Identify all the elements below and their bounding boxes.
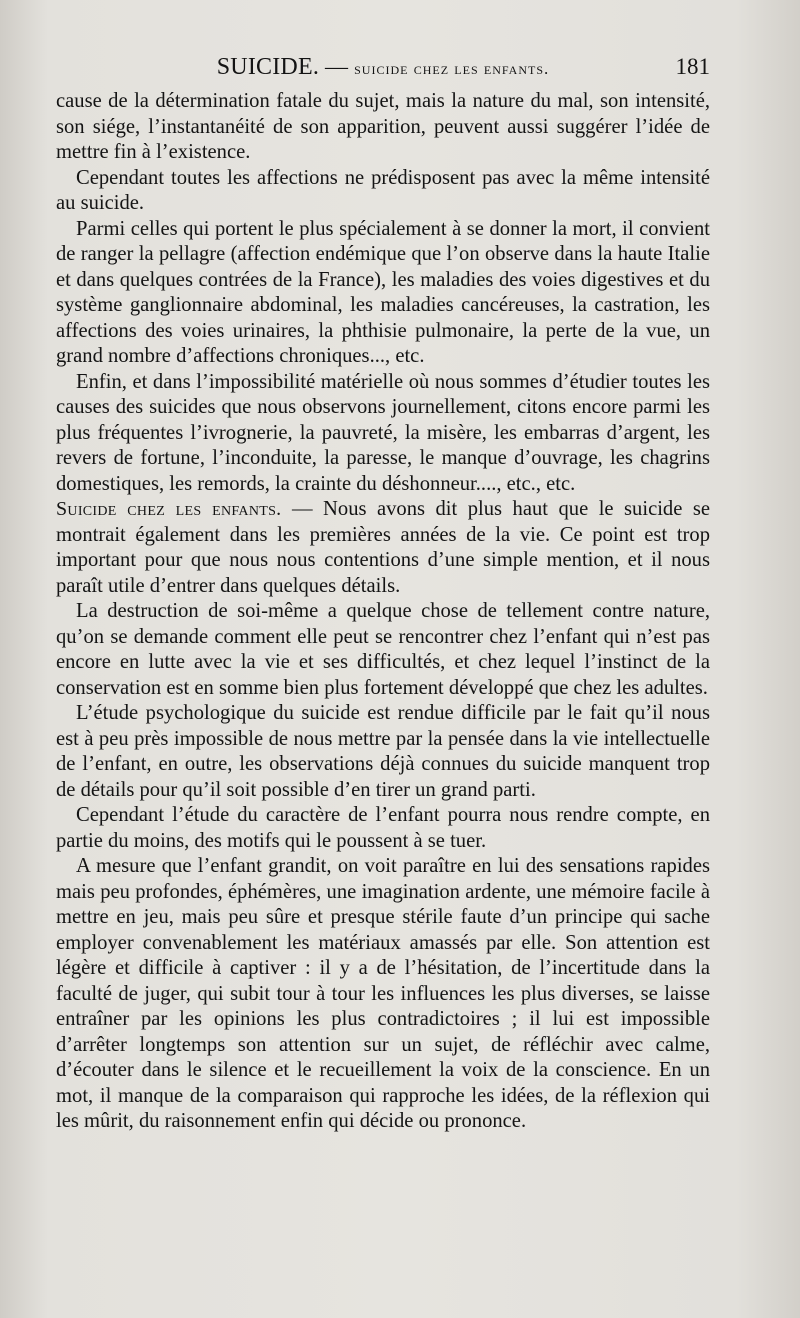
paragraph-text: — Nous avons dit plus haut que le suicide se montrait également dans les premières années de la vie. Ce point est trop important pour que nous nous contentions d’une simple mention, et il nous paraît utile d’entrer dans quelques détails. (56, 498, 710, 597)
page-number: 181 (675, 54, 710, 79)
running-title-main: SUICIDE. (216, 54, 320, 80)
body-text (56, 89, 710, 1135)
paragraph (56, 370, 710, 498)
running-title-dash: — (319, 54, 355, 79)
section-paragraph (56, 497, 710, 599)
running-title-subtitle: suicide chez les enfants. (354, 59, 550, 78)
paragraph-text: Cependant l’étude du caractère de l’enfant pourra nous rendre compte, en partie du moins, des motifs qui le poussent à se tuer. (56, 804, 710, 852)
paragraph (56, 803, 710, 854)
paragraph-text: Cependant toutes les affections ne prédisposent pas avec la même intensité au suicide. (56, 166, 710, 214)
running-header (56, 54, 710, 84)
paragraph (56, 166, 710, 217)
paragraph-text: Enfin, et dans l’impossibilité matérielle où nous sommes d’étudier toutes les causes des suicides que nous observons journellement, citons encore parmi les plus fréquentes l’ivrognerie, la pauvreté, la misère, les embarras d’argent, les revers de fortune, l’inconduite, la paresse, le manque d’ouvrage, les chagrins domestiques, les remords, la crainte du déshonneur...., etc., etc. (56, 370, 710, 495)
paragraph-text: A mesure que l’enfant grandit, on voit paraître en lui des sensations rapides mais peu profondes, éphémères, une imagination ardente, une mémoire facile à mettre en jeu, mais peu sûre et presque stérile faute d’un principe qui sache employer convenablement les matériaux amassés par elle. Son attention est légère et difficile à captiver : il y a de l’hésitation, de l’incertitude dans la faculté de juger, qui subit tour à tour les influences les plus diverses, se laisse entraîner par les opinions les plus contradictoires ; il lui est impossible d’arrêter longtemps son attention sur un sujet, de réfléchir avec calme, d’écouter dans le silence et le recueillement la voix de la conscience. En un mot, il manque de la comparaison qui rapproche les idées, de la réflexion qui les mûrit, du raisonnement enfin qui décide ou prononce. (56, 855, 710, 1132)
paragraph-text: La destruction de soi-même a quelque chose de tellement contre nature, qu’on se demande comment elle peut se rencontrer chez l’enfant qui n’est pas encore en lutte avec la vie et ses difficultés, et chez lequel l’instinct de la conservation est en somme bien plus fortement développé que chez les adultes. (56, 600, 710, 699)
paragraph (56, 701, 710, 803)
paragraph (56, 599, 710, 701)
section-heading: Suicide chez les enfants. (56, 498, 282, 520)
paragraph-text: L’étude psychologique du suicide est rendue difficile par le fait qu’il nous est à peu près impossible de nous mettre par la pensée dans la vie intellectuelle de l’enfant, en outre, les observations déjà connues du suicide manquent trop de détails pour qu’il soit possible d’en tirer un grand parti. (56, 702, 710, 801)
paragraph (56, 854, 710, 1135)
paragraph-text: Parmi celles qui portent le plus spécialement à se donner la mort, il convient de ranger la pellagre (affection endémique que l’on observe dans la haute Italie et dans quelques contrées de la France), les maladies des voies digestives et du système ganglionnaire abdominal, les maladies cancéreuses, la castration, les affections des voies urinaires, la phthisie pulmonaire, la perte de la vue, un grand nombre d’affections chroniques..., etc. (56, 217, 710, 367)
running-title (56, 54, 710, 81)
paragraph-continued (56, 89, 710, 166)
paragraph-text: cause de la détermination fatale du sujet, mais la nature du mal, son intensité, son siége, l’instantanéité de son apparition, peuvent aussi suggérer l’idée de mettre fin à l’existence. (56, 90, 710, 163)
paragraph (56, 217, 710, 370)
